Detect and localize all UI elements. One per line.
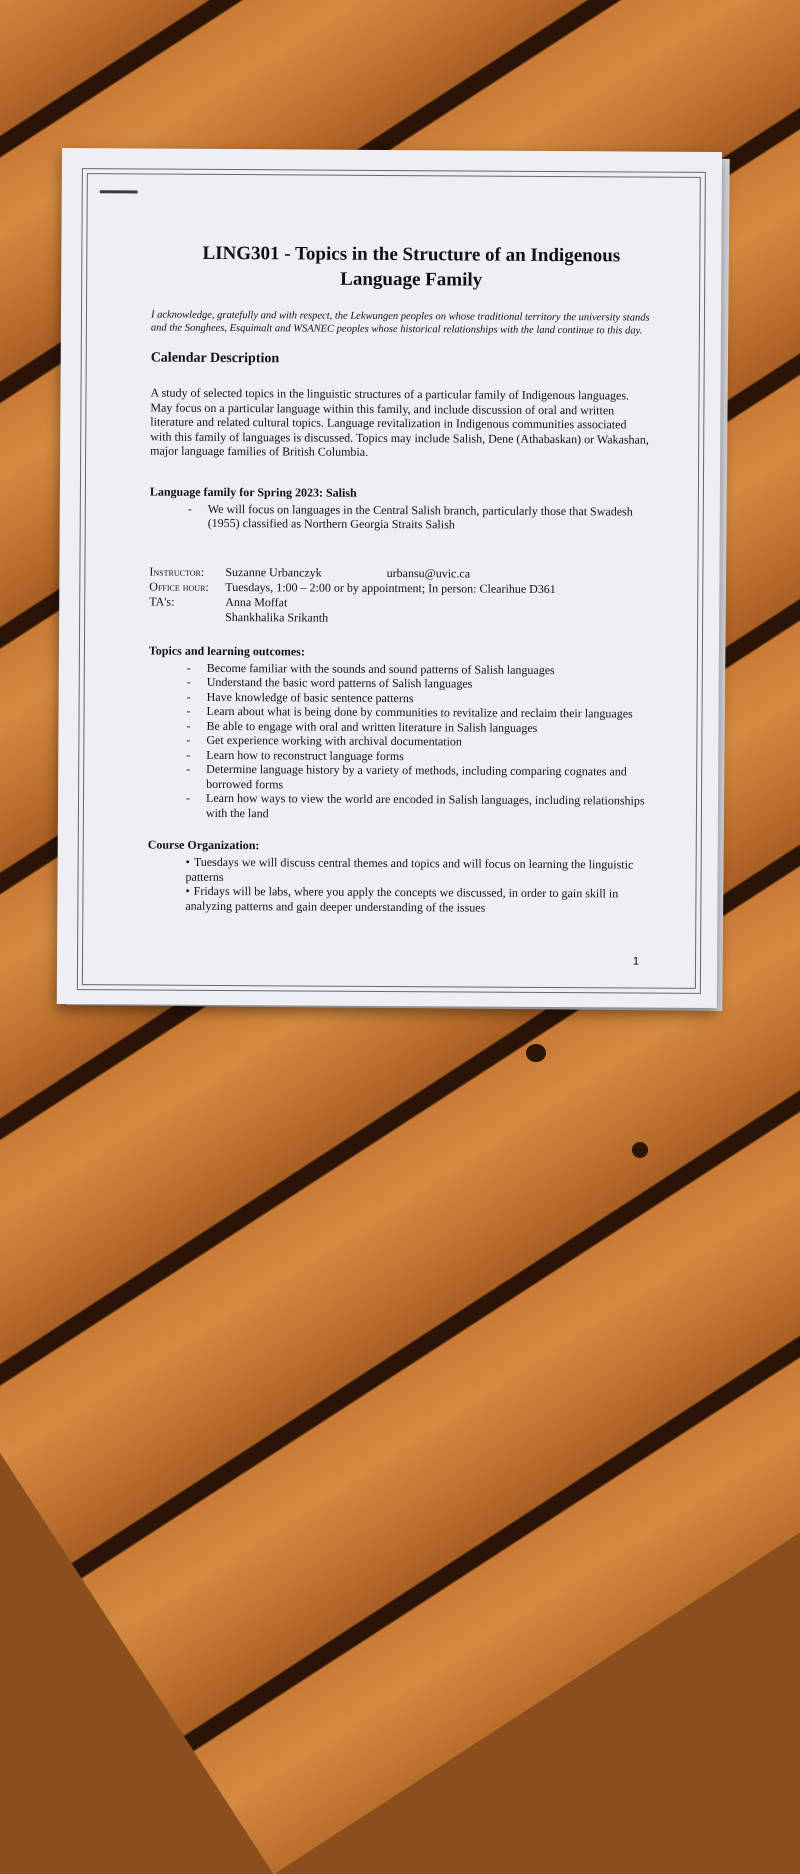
page-number: 1 [632,955,640,968]
list-item: - Determine language history by a variety of methods, including comparing cognates and borrowed forms [186,761,627,791]
staple [100,190,138,193]
list-item: - Understand the basic word patterns of Salish languages [186,674,473,691]
title-line-1: LING301 - Topics in the Structure of an Indigenous [202,242,621,267]
syllabus-page [57,148,722,1008]
language-family-list [150,501,650,533]
list-item: • Tuesdays we will discuss central themes and topics and will focus on learning the linguistic patterns [185,854,634,884]
list-item: - Have knowledge of basic sentence patterns [186,689,414,705]
office-hour-value: Tuesdays, 1:00 – 2:00 or by appointment; In person: Clearihue D361 [225,579,556,596]
list-item: - Learn how to reconstruct language forms [186,747,404,763]
calendar-description: A study of selected topics in the linguistic structures of a particular family of Indigenous languages. May focus on a particular language within this family, and include discussion of oral and written literature and related cultural topics. Language revitalization in Indigenous communities associated with this family of languages is discussed. Topics may include Salish, Dene (Athabaskan) or Wakashan, major language families of British Columbia. [150,385,649,459]
topics-list [148,660,649,823]
wood-knot [526,1044,546,1062]
page-title [161,241,661,294]
instructor-name: Suzanne Urbanczyk [225,564,322,580]
ta-name: Shankhalika Srikanth [225,609,329,625]
ta-name: Anna Moffat [225,594,288,609]
list-item: - Learn about what is being done by communities to revitalize and reclaim their languages [186,703,633,721]
instructor-label: Instructor: [149,564,205,579]
list-item: - Get experience working with archival documentation [186,732,463,749]
list-item: - Learn how ways to view the world are encoded in Salish languages, including relationships with the land [185,790,645,820]
list-item: - Become familiar with the sounds and sound patterns of Salish languages [186,660,555,677]
language-family-heading: Language family for Spring 2023: Salish [149,484,357,500]
topics-heading: Topics and learning outcomes: [148,643,305,658]
instructor-email: urbansu@uvic.ca [386,565,471,581]
ta-label: TA's: [149,594,175,609]
course-contacts [149,564,649,627]
office-hour-label: Office hour: [149,579,209,594]
page-content [147,241,651,934]
land-acknowledgement: I acknowledge, gratefully and with respect, the Lekwungen peoples on whose traditional territory the university stands and the Songhees, Esquimalt and WSANEC peoples whose historical relationships with the land continue to this day. [150,309,650,337]
list-item: - Be able to engage with oral and written literature in Salish languages [186,718,538,735]
course-organization-heading: Course Organization: [147,837,260,853]
course-organization-list [147,855,647,916]
ta-row [149,594,649,627]
title-line-2: Language Family [340,268,483,291]
list-item: - We will focus on languages in the Central Salish branch, particularly those that Swadesh (1955) classified as Northern Georgia Straits Salish [187,501,633,532]
calendar-heading: Calendar Description [150,350,280,367]
wood-knot [632,1142,648,1158]
list-item: • Fridays will be labs, where you apply the concepts we discussed, in order to gain skill in analyzing patterns and gain deeper understanding of the issues [185,883,619,915]
